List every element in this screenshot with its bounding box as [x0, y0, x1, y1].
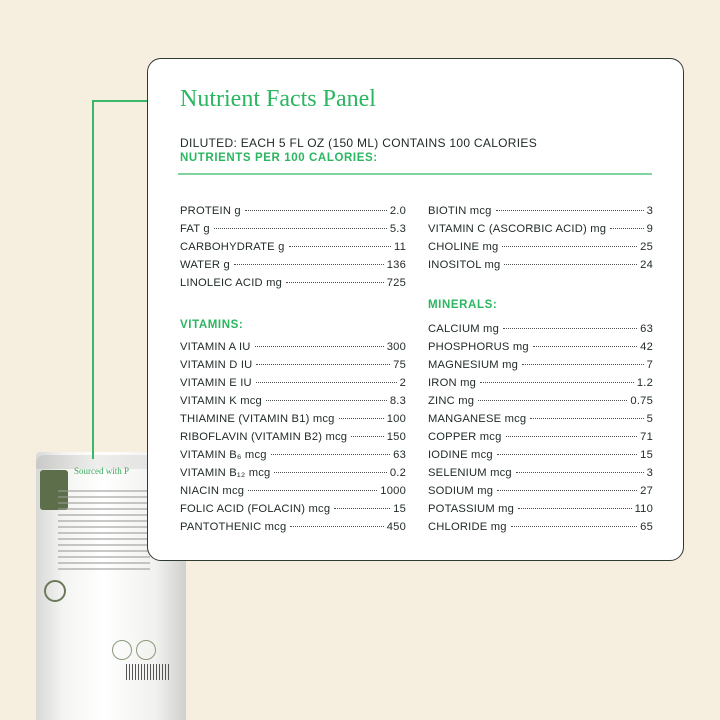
dot-leader — [286, 282, 384, 283]
nutrient-name: PANTOTHENIC mcg — [180, 521, 287, 533]
nutrient-name: WATER g — [180, 259, 230, 271]
nutrient-value: 725 — [386, 277, 406, 289]
nutrient-value: 1.2 — [636, 377, 653, 389]
nutrient-name: INOSITOL mg — [428, 259, 501, 271]
nutrient-row — [428, 374, 653, 392]
nutrient-row — [428, 482, 653, 500]
nutrient-value: 3 — [646, 467, 653, 479]
barcode-icon — [126, 664, 170, 680]
nutrient-value: 7 — [646, 359, 653, 371]
nutrient-row — [428, 464, 653, 482]
nutrient-name: VITAMIN D IU — [180, 359, 253, 371]
dot-leader — [248, 490, 377, 491]
nutrient-name: FAT g — [180, 223, 210, 235]
nutrient-value: 24 — [640, 259, 653, 271]
nutrient-name: ZINC mg — [428, 395, 475, 407]
nutrient-value: 65 — [640, 521, 653, 533]
nutrient-value: 5.3 — [389, 223, 406, 235]
nutrient-row — [180, 392, 406, 410]
nutrient-name: SELENIUM mcg — [428, 467, 512, 479]
nutrient-name: CHOLINE mg — [428, 241, 499, 253]
dot-leader — [480, 382, 634, 383]
dot-leader — [266, 400, 387, 401]
minerals-list — [428, 320, 653, 536]
dot-leader — [533, 346, 637, 347]
nutrient-name: SODIUM mg — [428, 485, 494, 497]
nutrient-row — [428, 518, 653, 536]
dot-leader — [503, 328, 637, 329]
nutrient-name: PROTEIN g — [180, 205, 241, 217]
nutrient-name: COPPER mcg — [428, 431, 502, 443]
dot-leader — [496, 210, 644, 211]
nutrient-name: LINOLEIC ACID mg — [180, 277, 283, 289]
nutrient-value: 100 — [386, 413, 406, 425]
dot-leader — [506, 436, 638, 437]
nutrient-value: 9 — [646, 223, 653, 235]
nutrient-value: 3 — [646, 205, 653, 217]
connector-line — [92, 101, 94, 459]
nutrient-name: VITAMIN E IU — [180, 377, 252, 389]
nutrient-row — [180, 238, 406, 256]
nutrient-name: VITAMIN B₁₂ mcg — [180, 467, 271, 479]
nutrient-value: 5 — [646, 413, 653, 425]
nutrient-row — [428, 392, 653, 410]
nutrient-row — [428, 320, 653, 338]
organic-seal-icon — [44, 580, 66, 602]
nutrient-value: 8.3 — [389, 395, 406, 407]
certification-badges — [112, 640, 160, 665]
nutrient-name: IRON mg — [428, 377, 477, 389]
nutrient-row — [180, 446, 406, 464]
nutrient-value: 110 — [634, 503, 653, 515]
nutrient-row — [428, 410, 653, 428]
divider — [178, 173, 652, 175]
dot-leader — [271, 454, 390, 455]
can-label-text-lines — [58, 490, 150, 574]
dot-leader — [274, 472, 386, 473]
nutrient-name: RIBOFLAVIN (VITAMIN B2) mcg — [180, 431, 348, 443]
nutrient-value: 0.75 — [630, 395, 653, 407]
nutrient-row — [180, 464, 406, 482]
dot-leader — [530, 418, 643, 419]
nutrient-value: 150 — [386, 431, 406, 443]
nutrient-row — [180, 410, 406, 428]
nutrient-value: 11 — [393, 241, 406, 253]
nutrient-row — [428, 500, 653, 518]
nutrient-row — [428, 356, 653, 374]
dot-leader — [478, 400, 627, 401]
nutrient-name: BIOTIN mcg — [428, 205, 492, 217]
vitamins-list — [180, 338, 406, 536]
nutrient-name: VITAMIN A IU — [180, 341, 251, 353]
dot-leader — [334, 508, 390, 509]
nutrient-row — [180, 220, 406, 238]
nutrient-name: CHLORIDE mg — [428, 521, 507, 533]
dot-leader — [256, 382, 397, 383]
nutrient-row — [180, 428, 406, 446]
minerals-heading: MINERALS: — [428, 299, 498, 311]
nutrient-name: CALCIUM mg — [428, 323, 499, 335]
nutrient-row — [180, 356, 406, 374]
nutrient-row — [428, 428, 653, 446]
dot-leader — [351, 436, 383, 437]
nutrient-value: 63 — [393, 449, 406, 461]
nutrient-row — [180, 202, 406, 220]
dot-leader — [255, 346, 384, 347]
nutrient-row — [180, 482, 406, 500]
dot-leader — [245, 210, 387, 211]
nutrient-name: VITAMIN B₆ mcg — [180, 449, 267, 461]
dot-leader — [214, 228, 387, 229]
nutrient-value: 300 — [386, 341, 406, 353]
dot-leader — [516, 472, 644, 473]
dot-leader — [497, 454, 637, 455]
nutrient-row — [428, 202, 653, 220]
can-brand-text: Sourced with P — [74, 466, 129, 476]
dot-leader — [339, 418, 384, 419]
nutrient-name: FOLIC ACID (FOLACIN) mcg — [180, 503, 331, 515]
nutrient-value: 2 — [399, 377, 406, 389]
nutrient-value: 15 — [393, 503, 406, 515]
nutrient-value: 0.2 — [389, 467, 406, 479]
vitamins-section — [180, 316, 406, 334]
nutrient-row — [428, 220, 653, 238]
dot-leader — [518, 508, 631, 509]
minerals-section — [428, 296, 653, 314]
dot-leader — [610, 228, 643, 229]
dot-leader — [256, 364, 390, 365]
dot-leader — [290, 526, 383, 527]
nutrient-value: 2.0 — [389, 205, 406, 217]
dot-leader — [511, 526, 637, 527]
nutrient-value: 71 — [640, 431, 653, 443]
nutrient-name: VITAMIN C (ASCORBIC ACID) mg — [428, 223, 607, 235]
nutrients-per-100-heading: NUTRIENTS PER 100 CALORIES: — [180, 152, 378, 164]
nutrient-value: 1000 — [380, 485, 406, 497]
nutrient-row — [428, 256, 653, 274]
nutrient-name: PHOSPHORUS mg — [428, 341, 529, 353]
panel-title: Nutrient Facts Panel — [180, 86, 376, 112]
nutrient-value: 63 — [640, 323, 653, 335]
dot-leader — [497, 490, 637, 491]
dot-leader — [234, 264, 384, 265]
nutrient-row — [180, 374, 406, 392]
nutrient-value: 136 — [386, 259, 406, 271]
nutrient-row — [180, 500, 406, 518]
dot-leader — [522, 364, 644, 365]
nutrient-value: 27 — [640, 485, 653, 497]
nutrient-row — [428, 446, 653, 464]
nutrient-name: VITAMIN K mcg — [180, 395, 262, 407]
nutrient-value: 25 — [640, 241, 653, 253]
nutrient-value: 15 — [640, 449, 653, 461]
other-nutrients-list — [428, 202, 653, 274]
dot-leader — [504, 264, 637, 265]
nutrient-name: CARBOHYDRATE g — [180, 241, 285, 253]
nutrient-row — [180, 256, 406, 274]
dot-leader — [289, 246, 391, 247]
nutrient-name: MANGANESE mcg — [428, 413, 527, 425]
nutrient-row — [180, 274, 406, 292]
nutrient-row — [428, 238, 653, 256]
macros-list — [180, 202, 406, 292]
nutrient-name: POTASSIUM mg — [428, 503, 515, 515]
nutrient-value: 450 — [386, 521, 406, 533]
nutrient-row — [428, 338, 653, 356]
nutrient-name: MAGNESIUM mg — [428, 359, 519, 371]
nutrient-value: 42 — [640, 341, 653, 353]
vitamins-heading: VITAMINS: — [180, 319, 244, 331]
nutrient-row — [180, 518, 406, 536]
dilution-note: DILUTED: EACH 5 FL OZ (150 ML) CONTAINS 100 CALORIES — [180, 136, 538, 150]
nutrient-name: IODINE mcg — [428, 449, 493, 461]
dot-leader — [502, 246, 637, 247]
nutrient-name: THIAMINE (VITAMIN B1) mcg — [180, 413, 335, 425]
nutrient-name: NIACIN mcg — [180, 485, 245, 497]
nutrient-row — [180, 338, 406, 356]
nutrient-value: 75 — [393, 359, 406, 371]
